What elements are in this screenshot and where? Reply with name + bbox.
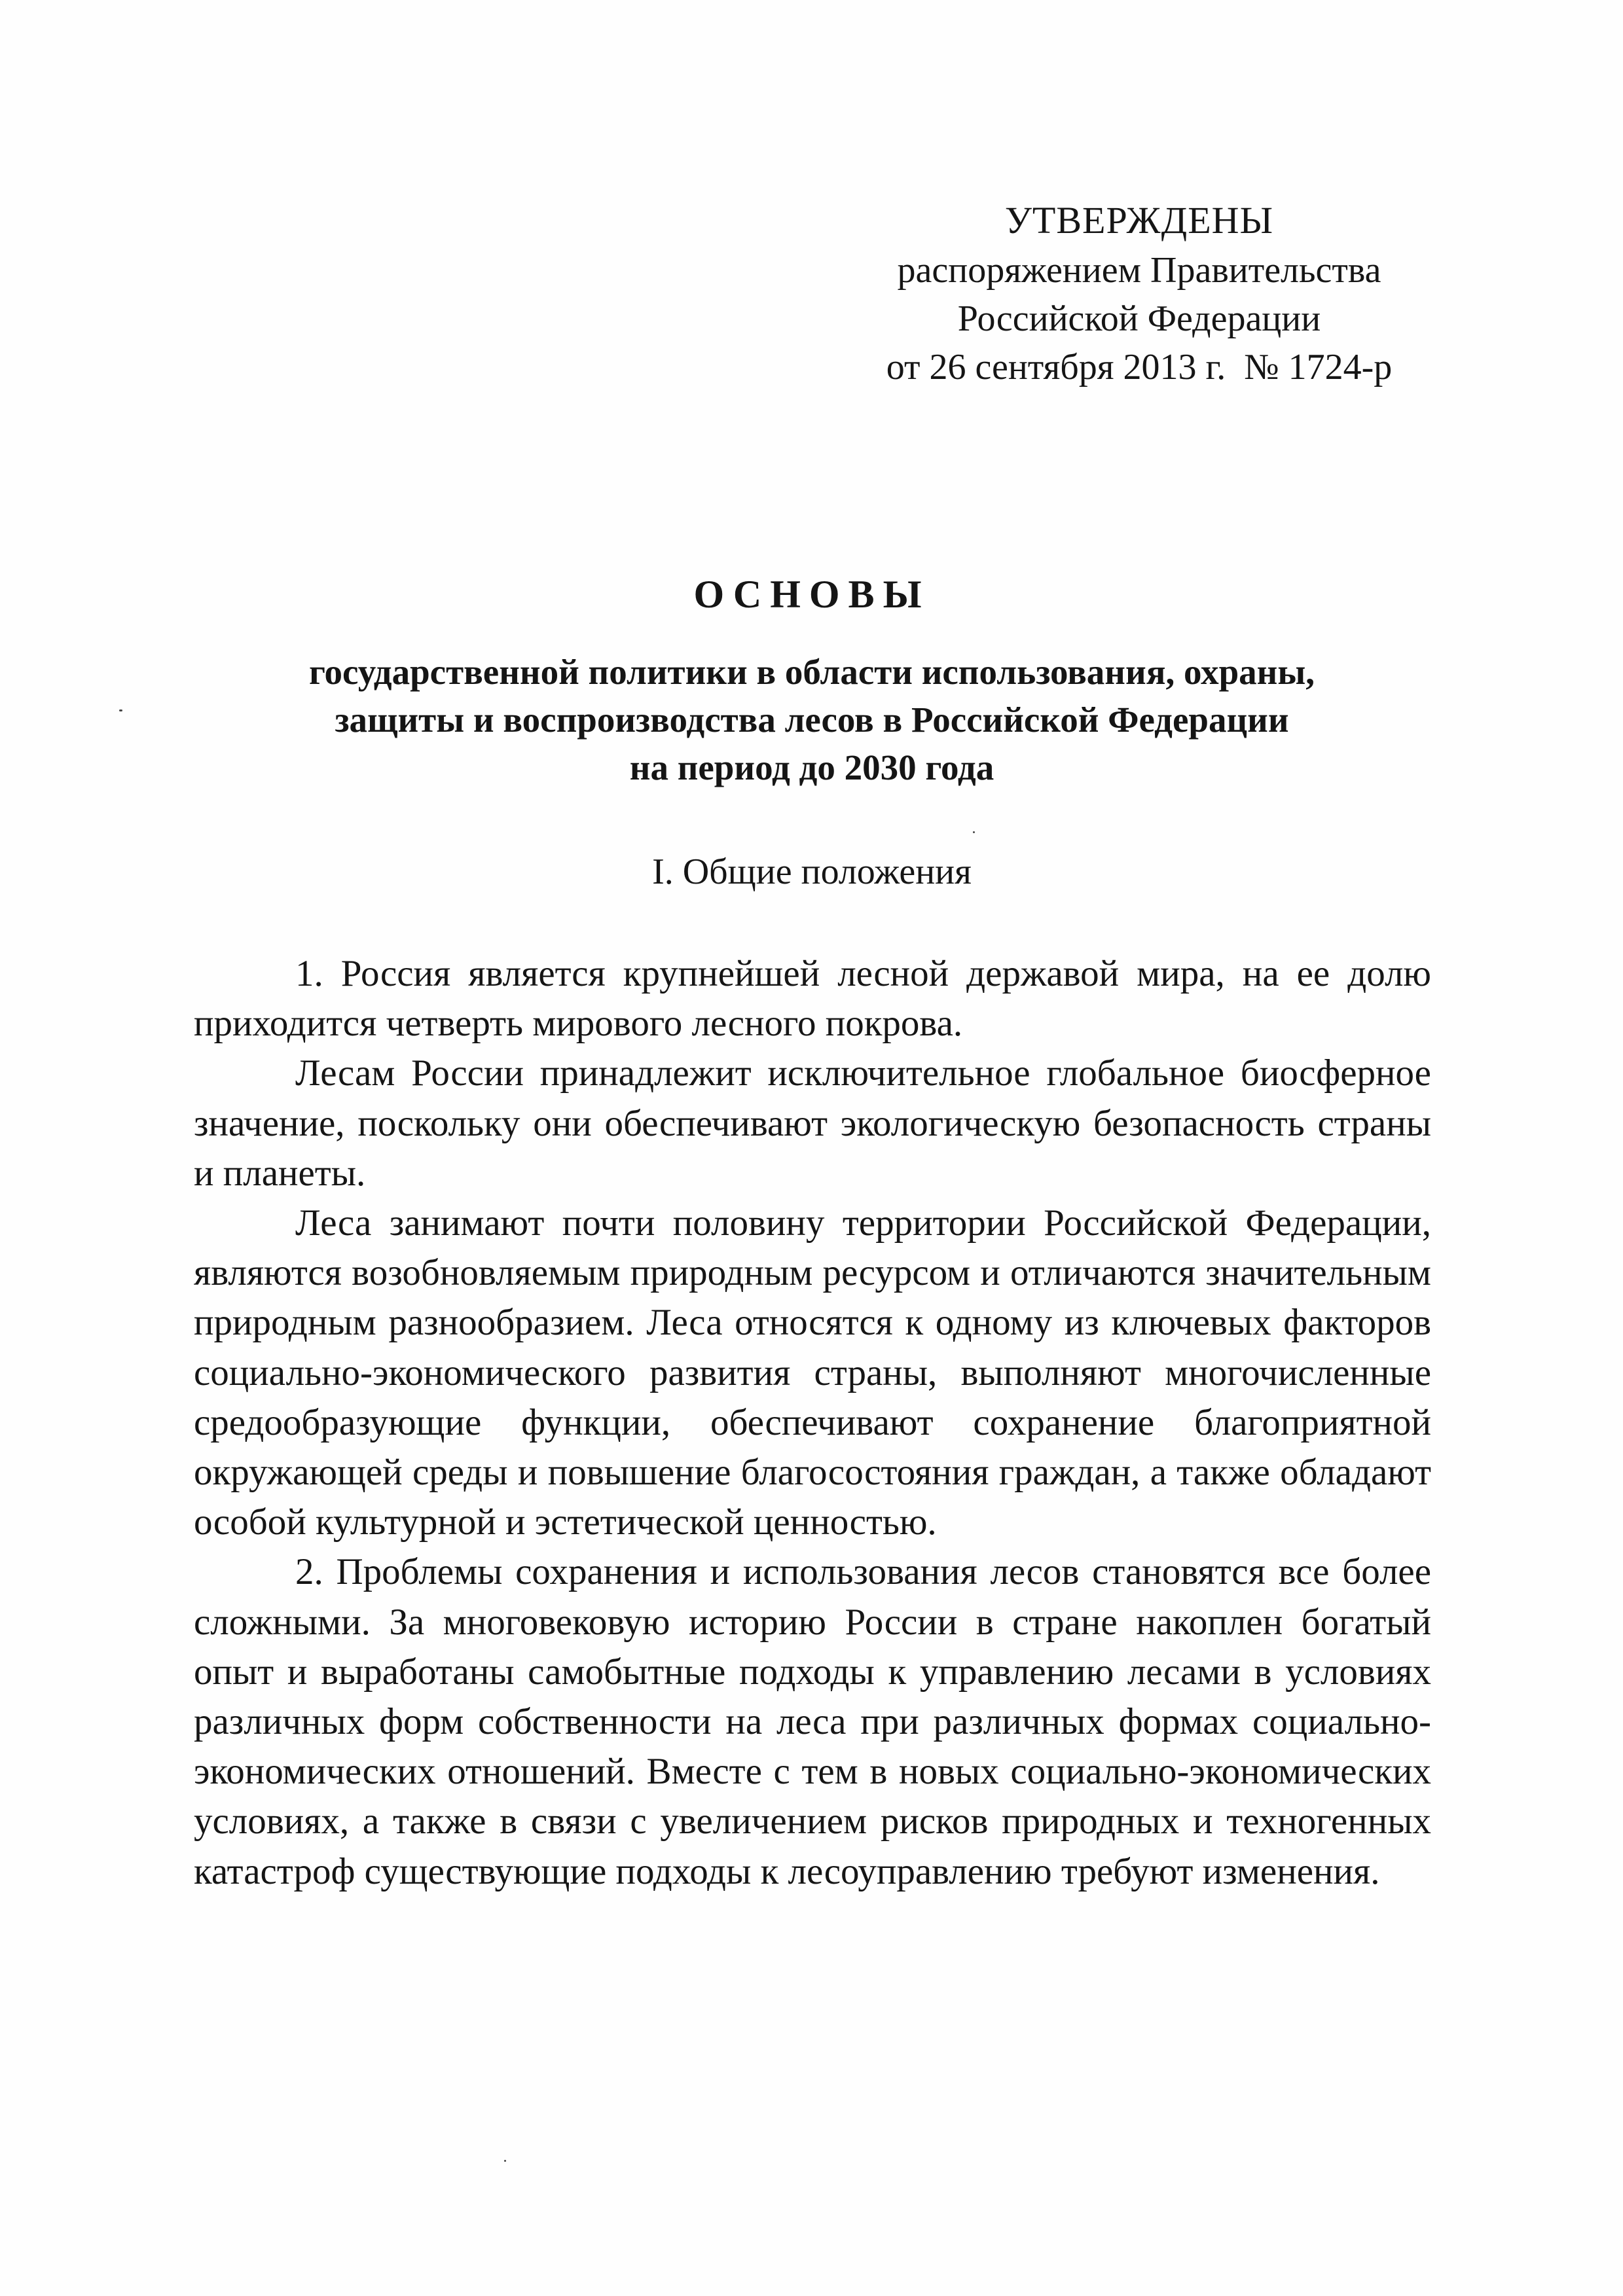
subtitle-line-2: защиты и воспроизводства лесов в Российской Федерации: [335, 700, 1289, 740]
approval-line-1: распоряжением Правительства: [897, 250, 1381, 291]
paragraph: Леса занимают почти половину территории Российской Федерации, являются возобновляемым природным ресурсом и отличаются значительным природным разнообразием. Леса относятся к одному из ключевых факторов социально-экономического развития страны, выполняют многочисленные средообразующие функции, обеспечивают сохранение благоприятной окружающей среды и повышение благосостояния граждан, а также обладают особой культурной и эстетической ценностью.: [194, 1202, 1431, 1543]
paragraph: 2. Проблемы сохранения и использования лесов становятся все более сложными. За многовековую историю России в стране накоплен богатый опыт и выработаны самобытные подходы к управлению лесами в условиях различных форм собственности на леса при различных формах социально-экономических отношений. Вместе с тем в новых социально-экономических условиях, а также в связи с увеличением рисков природных и техногенных катастроф существующие подходы к лесоуправлению требуют изменения.: [194, 1551, 1431, 1892]
subtitle-line-1: государственной политики в области использования, охраны,: [308, 652, 1315, 692]
scan-speck: [119, 709, 122, 711]
approval-line-3: от 26 сентября 2013 г. № 1724-р: [886, 347, 1393, 387]
main-title: ОСНОВЫ: [693, 573, 930, 616]
approved-heading: УТВЕРЖДЕНЫ: [1004, 199, 1274, 242]
section-heading: I. Общие положения: [652, 852, 972, 892]
paragraph: 1. Россия является крупнейшей лесной державой мира, на ее долю приходится четверть мирового лесного покрова.: [194, 953, 1431, 1045]
scan-speck: [504, 2160, 506, 2162]
approval-line-2: Российской Федерации: [957, 298, 1321, 339]
document-body: [194, 949, 1431, 1897]
approval-stamp-block: [845, 196, 1434, 391]
document-title-block: [164, 568, 1460, 791]
subtitle-line-3: на период до 2030 года: [629, 747, 994, 787]
paragraph: Лесам России принадлежит исключительное глобальное биосферное значение, поскольку они обеспечивают экологическую безопасность страны и планеты.: [194, 1052, 1431, 1194]
scan-speck: [973, 831, 975, 833]
